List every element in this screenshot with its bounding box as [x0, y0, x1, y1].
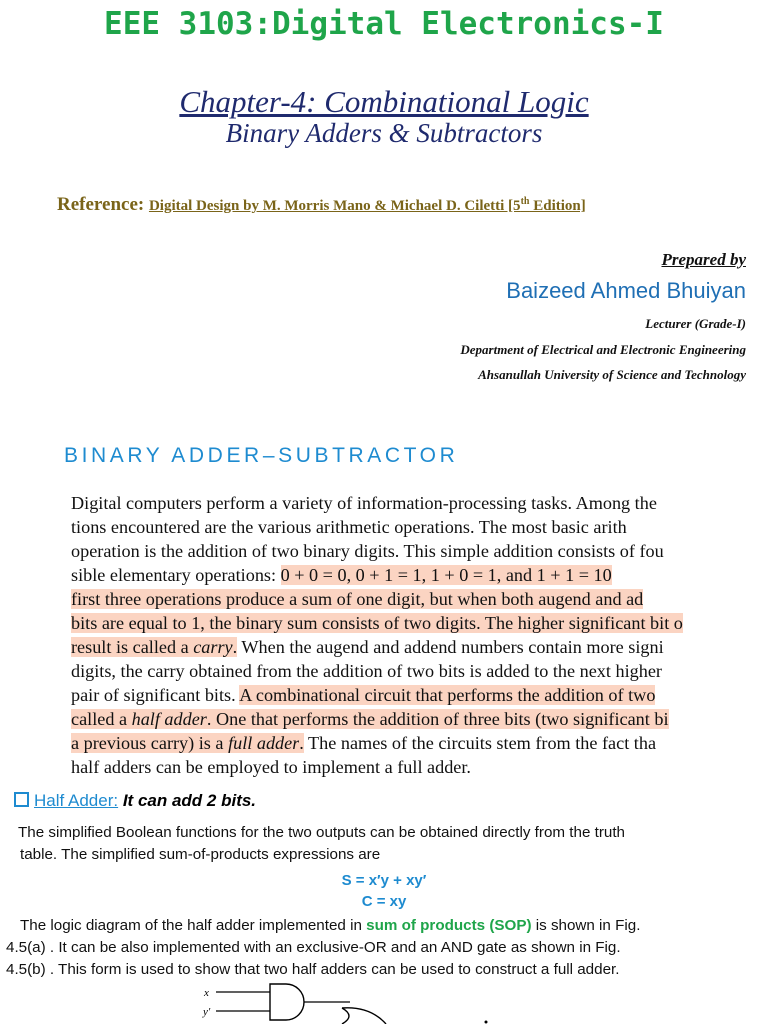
sop-highlight: sum of products (SOP) — [366, 917, 532, 934]
diagram-label-y: y′ — [203, 1006, 211, 1018]
excerpt-line — [71, 539, 768, 563]
equation-carry: C = xy — [361, 893, 407, 910]
highlighted-text: . — [206, 709, 212, 729]
author-department: Department of Electrical and Electronic Engineering — [460, 342, 746, 357]
logic-line-3: 4.5(b) . This form is used to show that two half adders can be used to construct a full adder. — [6, 961, 620, 978]
excerpt-text: operation is the addition of two binary digits. This simple addition consists of fou — [71, 541, 664, 561]
chapter-title: Chapter-4: Combinational Logic — [179, 84, 589, 119]
highlighted-text: One that performs the addition of three bits (two significant bi — [211, 709, 669, 729]
textbook-excerpt — [71, 491, 768, 779]
excerpt-line — [71, 635, 768, 659]
highlighted-text: called a — [71, 709, 132, 729]
prepared-by: Prepared by — [661, 250, 746, 269]
intro-line-2: table. The simplified sum-of-products expressions are — [20, 846, 381, 863]
highlighted-text: carry — [193, 637, 233, 657]
author-university: Ahsanullah University of Science and Technology — [478, 367, 746, 382]
highlighted-text: full adder — [228, 733, 300, 753]
section-heading: BINARY ADDER–SUBTRACTOR — [64, 444, 459, 467]
excerpt-line — [71, 731, 768, 755]
author-designation: Lecturer (Grade-I) — [645, 316, 746, 331]
excerpt-line — [71, 587, 768, 611]
excerpt-line — [71, 515, 768, 539]
half-adder-desc: It can add 2 bits. — [118, 791, 257, 810]
reference-line — [57, 194, 586, 216]
diagram-label-x: x — [204, 987, 209, 999]
equation-sum: S = x′y + xy′ — [341, 872, 427, 889]
excerpt-text: When the augend and addend numbers contain more signi — [237, 637, 664, 657]
highlighted-text: A combinational circuit that performs the addition of two — [239, 685, 656, 705]
highlighted-text: bits are equal to 1, the binary sum consists of two digits. The higher significant bit o — [71, 613, 683, 633]
excerpt-text: tions encountered are the various arithmetic operations. The most basic arith — [71, 517, 627, 537]
excerpt-text: half adders can be employed to implement a full adder. — [71, 757, 471, 777]
excerpt-text: Digital computers perform a variety of information-processing tasks. Among the — [71, 493, 657, 513]
course-title: EEE 3103:Digital Electronics-I — [104, 6, 664, 42]
half-adder-heading — [14, 791, 256, 811]
highlighted-text: first three operations produce a sum of one digit, but when both augend and ad — [71, 589, 644, 609]
excerpt-text: digits, the carry obtained from the addition of two bits is added to the next higher — [71, 661, 662, 681]
highlighted-text: a previous carry) is a — [71, 733, 229, 753]
intro-line-1: The simplified Boolean functions for the two outputs can be obtained directly from the truth — [18, 824, 625, 841]
half-adder-logic-diagram — [190, 982, 490, 1024]
excerpt-line — [71, 659, 768, 683]
excerpt-text: sible elementary operations: — [71, 565, 281, 585]
highlighted-text: 0 + 0 = 0, 0 + 1 = 1, 1 + 0 = 1, and 1 + 1 = 10 — [280, 565, 612, 585]
reference-label: Reference: — [57, 194, 145, 215]
excerpt-line — [71, 707, 768, 731]
highlighted-text: . — [232, 637, 238, 657]
excerpt-line — [71, 491, 768, 515]
excerpt-line — [71, 755, 768, 779]
excerpt-line — [71, 611, 768, 635]
checkbox-bullet-icon — [14, 792, 29, 807]
excerpt-text: The names of the circuits stem from the fact tha — [303, 733, 657, 753]
author-name: Baizeed Ahmed Bhuiyan — [506, 278, 746, 303]
excerpt-line — [71, 683, 768, 707]
excerpt-line — [71, 563, 768, 587]
logic-line-1: The logic diagram of the half adder implemented in sum of products (SOP) is shown in Fig. — [20, 917, 641, 934]
logic-line-2: 4.5(a) . It can be also implemented with an exclusive-OR and an AND gate as shown in Fig. — [6, 939, 621, 956]
half-adder-label: Half Adder: — [34, 791, 119, 810]
excerpt-text: pair of significant bits. — [71, 685, 240, 705]
and-gate-icon — [270, 984, 304, 1020]
highlighted-text: result is called a — [71, 637, 194, 657]
highlighted-text: . — [299, 733, 304, 753]
highlighted-text: half adder — [131, 709, 207, 729]
chapter-subtitle: Binary Adders & Subtractors — [225, 118, 543, 148]
reference-book: Digital Design by M. Morris Mano & Michael D. Ciletti [5th Edition] — [148, 196, 586, 214]
